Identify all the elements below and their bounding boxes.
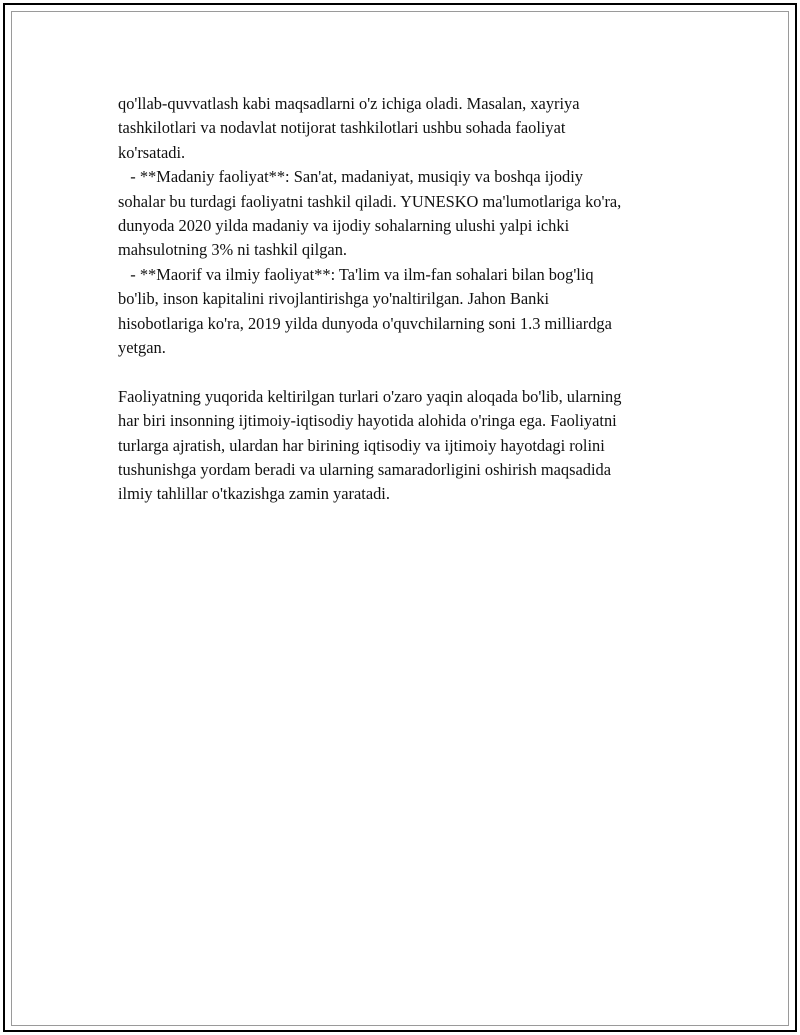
text-line: hisobotlariga ko'ra, 2019 yilda dunyoda o'quvchilarning soni 1.3 milliardga xyxy=(118,313,612,333)
text-line: tashkilotlari va nodavlat notijorat tashkilotlari ushbu sohada faoliyat xyxy=(118,118,566,138)
paragraph-spacer xyxy=(118,360,718,384)
text-line: turlarga ajratish, ulardan har birining iqtisodiy va ijtimoiy hayotdagi rolini xyxy=(118,435,605,455)
list-item-cultural-activity xyxy=(118,165,718,263)
paragraph-continuation xyxy=(118,92,718,165)
text-line: har biri insonning ijtimoiy-iqtisodiy hayotida alohida o'ringa ega. Faoliyatni xyxy=(118,411,617,431)
text-line: yetgan. xyxy=(118,338,166,358)
text-line: dunyoda 2020 yilda madaniy va ijodiy sohalarning ulushi yalpi ichki xyxy=(118,216,570,236)
text-line: Faoliyatning yuqorida keltirilgan turlari o'zaro yaqin aloqada bo'lib, ularning xyxy=(118,386,622,406)
text-line: mahsulotning 3% ni tashkil qilgan. xyxy=(118,240,347,260)
document-body xyxy=(118,92,718,507)
list-item-education-activity xyxy=(118,263,718,361)
text-line: sohalar bu turdagi faoliyatni tashkil qiladi. YUNESKO ma'lumotlariga ko'ra, xyxy=(118,191,622,211)
text-line: - **Maorif va ilmiy faoliyat**: Ta'lim va ilm-fan sohalari bilan bog'liq xyxy=(118,264,594,284)
concluding-paragraph xyxy=(118,385,718,507)
text-line: tushunishga yordam beradi va ularning samaradorligini oshirish maqsadida xyxy=(118,460,611,480)
text-line: bo'lib, inson kapitalini rivojlantirishga yo'naltirilgan. Jahon Banki xyxy=(118,289,550,309)
text-line: qo'llab-quvvatlash kabi maqsadlarni o'z ichiga oladi. Masalan, xayriya xyxy=(118,94,580,113)
text-line: ko'rsatadi. xyxy=(118,142,186,162)
text-line: ilmiy tahlillar o'tkazishga zamin yaratadi. xyxy=(118,484,390,504)
text-line: - **Madaniy faoliyat**: San'at, madaniyat, musiqiy va boshqa ijodiy xyxy=(118,167,583,187)
